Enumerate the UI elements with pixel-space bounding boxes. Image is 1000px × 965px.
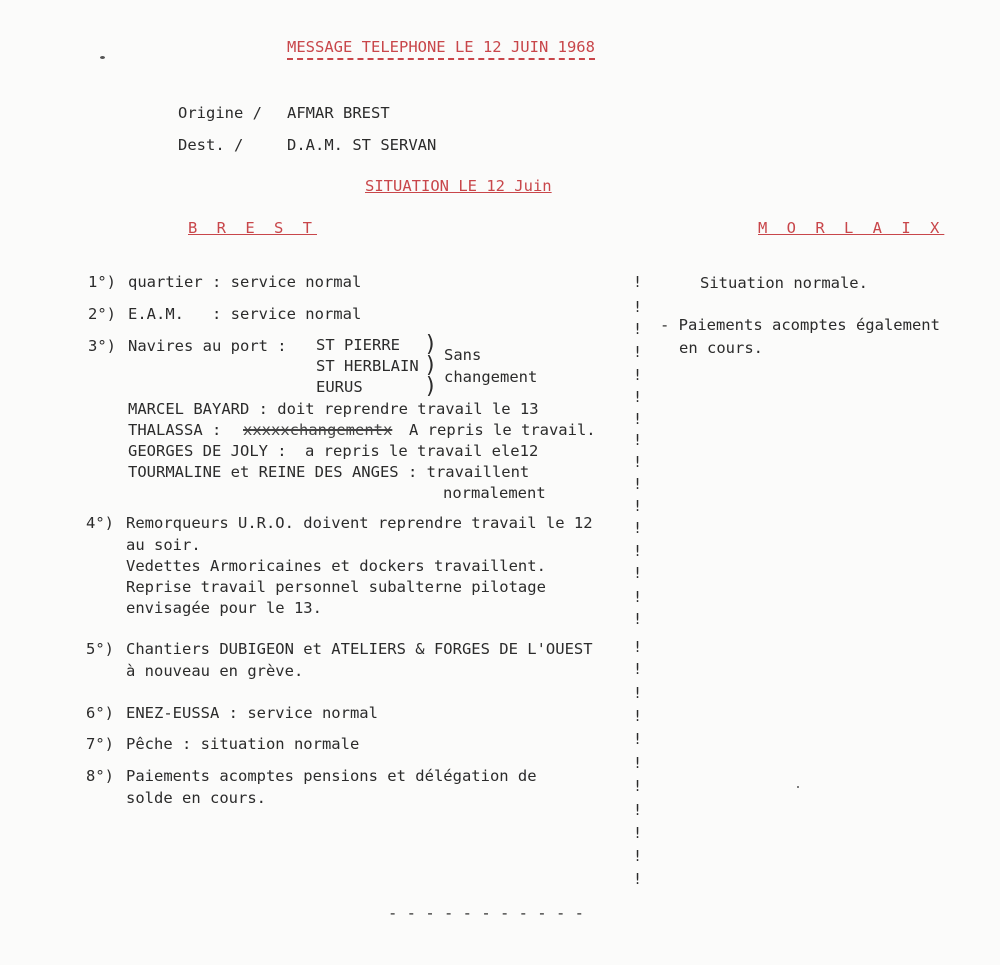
item-2-number: 2°)	[88, 305, 116, 323]
origine-label: Origine /	[178, 104, 262, 122]
morlaix-heading: M O R L A I X	[758, 219, 945, 237]
ship-st-herblain: ST HERBLAIN	[316, 357, 419, 375]
separator-mark: !	[633, 824, 643, 842]
separator-mark: !	[633, 475, 643, 493]
separator-mark: !	[633, 660, 643, 678]
separator-mark: !	[633, 388, 643, 406]
paper-speck	[100, 56, 105, 59]
item-4-line-3: Vedettes Armoricaines et dockers travaillent.	[126, 557, 546, 575]
separator-mark: !	[633, 497, 643, 515]
item-4-line-5: envisagée pour le 13.	[126, 599, 322, 617]
item-6-text: ENEZ-EUSSA : service normal	[126, 704, 378, 722]
item-3-label: Navires au port :	[128, 337, 287, 355]
separator-mark: !	[633, 638, 643, 656]
separator-mark: !	[633, 542, 643, 560]
item-2-text: E.A.M. : service normal	[128, 305, 362, 323]
item-5-line-1: Chantiers DUBIGEON et ATELIERS & FORGES DE L'OUEST	[126, 640, 593, 658]
separator-mark: !	[633, 320, 643, 338]
separator-mark: !	[633, 684, 643, 702]
line-joly-text: a repris le travail ele12	[305, 442, 539, 460]
separator-mark: !	[633, 801, 643, 819]
separator-mark: !	[633, 453, 643, 471]
separator-mark: !	[633, 610, 643, 628]
item-8-line-1: Paiements acomptes pensions et délégation de	[126, 767, 537, 785]
dest-value: D.A.M. ST SERVAN	[287, 136, 437, 154]
paren-2: )	[424, 353, 438, 378]
origine-value: AFMAR BREST	[287, 104, 390, 122]
morlaix-line-2: - Paiements acomptes également	[660, 316, 940, 334]
separator-mark: !	[633, 366, 643, 384]
item-7-text: Pêche : situation normale	[126, 735, 360, 753]
separator-mark: !	[633, 273, 643, 291]
item-5-line-2: à nouveau en grève.	[126, 662, 304, 680]
item-4-line-2: au soir.	[126, 536, 201, 554]
brest-heading: B R E S T	[188, 219, 317, 237]
line-thalassa-struck: xxxxxchangementx	[243, 421, 393, 439]
morlaix-line-1: Situation normale.	[700, 274, 868, 292]
separator-mark: !	[633, 588, 643, 606]
separator-mark: !	[633, 431, 643, 449]
separator-mark: !	[633, 298, 643, 316]
line-thalassa-prefix: THALASSA :	[128, 421, 222, 439]
item-8-number: 8°)	[86, 767, 114, 785]
item-3-number: 3°)	[88, 337, 116, 355]
ship-eurus: EURUS	[316, 378, 363, 396]
line-marcel-bayard: MARCEL BAYARD : doit reprendre travail le 13	[128, 400, 539, 418]
ships-status-line-1: Sans	[444, 346, 482, 364]
separator-mark: !	[633, 870, 643, 888]
paren-1: )	[424, 332, 438, 357]
item-4-number: 4°)	[86, 514, 114, 532]
item-8-line-2: solde en cours.	[126, 789, 266, 807]
paper-speck	[797, 786, 799, 788]
separator-mark: !	[633, 519, 643, 537]
separator-mark: !	[633, 410, 643, 428]
item-4-line-1: Remorqueurs U.R.O. doivent reprendre travail le 12	[126, 514, 593, 532]
item-1-text: quartier : service normal	[128, 273, 362, 291]
line-thalassa-suffix: A repris le travail.	[409, 421, 596, 439]
line-tourmaline: TOURMALINE et REINE DES ANGES : travaillent	[128, 463, 530, 481]
separator-mark: !	[633, 707, 643, 725]
separator-mark: !	[633, 564, 643, 582]
separator-mark: !	[633, 343, 643, 361]
item-5-number: 5°)	[86, 640, 114, 658]
document-title: MESSAGE TELEPHONE LE 12 JUIN 1968	[287, 40, 595, 60]
ships-status-line-2: changement	[444, 368, 538, 386]
situation-heading: SITUATION LE 12 Juin	[365, 177, 552, 195]
separator-mark: !	[633, 847, 643, 865]
item-1-number: 1°)	[88, 273, 116, 291]
footer-rule: - - - - - - - - - - -	[388, 904, 584, 922]
separator-mark: !	[633, 730, 643, 748]
ship-st-pierre: ST PIERRE	[316, 336, 400, 354]
separator-mark: !	[633, 777, 643, 795]
line-joly-prefix: GEORGES DE JOLY :	[128, 442, 287, 460]
line-tourmaline-2: normalement	[443, 484, 546, 502]
dest-label: Dest. /	[178, 136, 244, 154]
separator-mark: !	[633, 754, 643, 772]
morlaix-line-3: en cours.	[679, 339, 763, 357]
item-4-line-4: Reprise travail personnel subalterne pilotage	[126, 578, 546, 596]
item-6-number: 6°)	[86, 704, 114, 722]
item-7-number: 7°)	[86, 735, 114, 753]
paren-3: )	[424, 374, 438, 399]
